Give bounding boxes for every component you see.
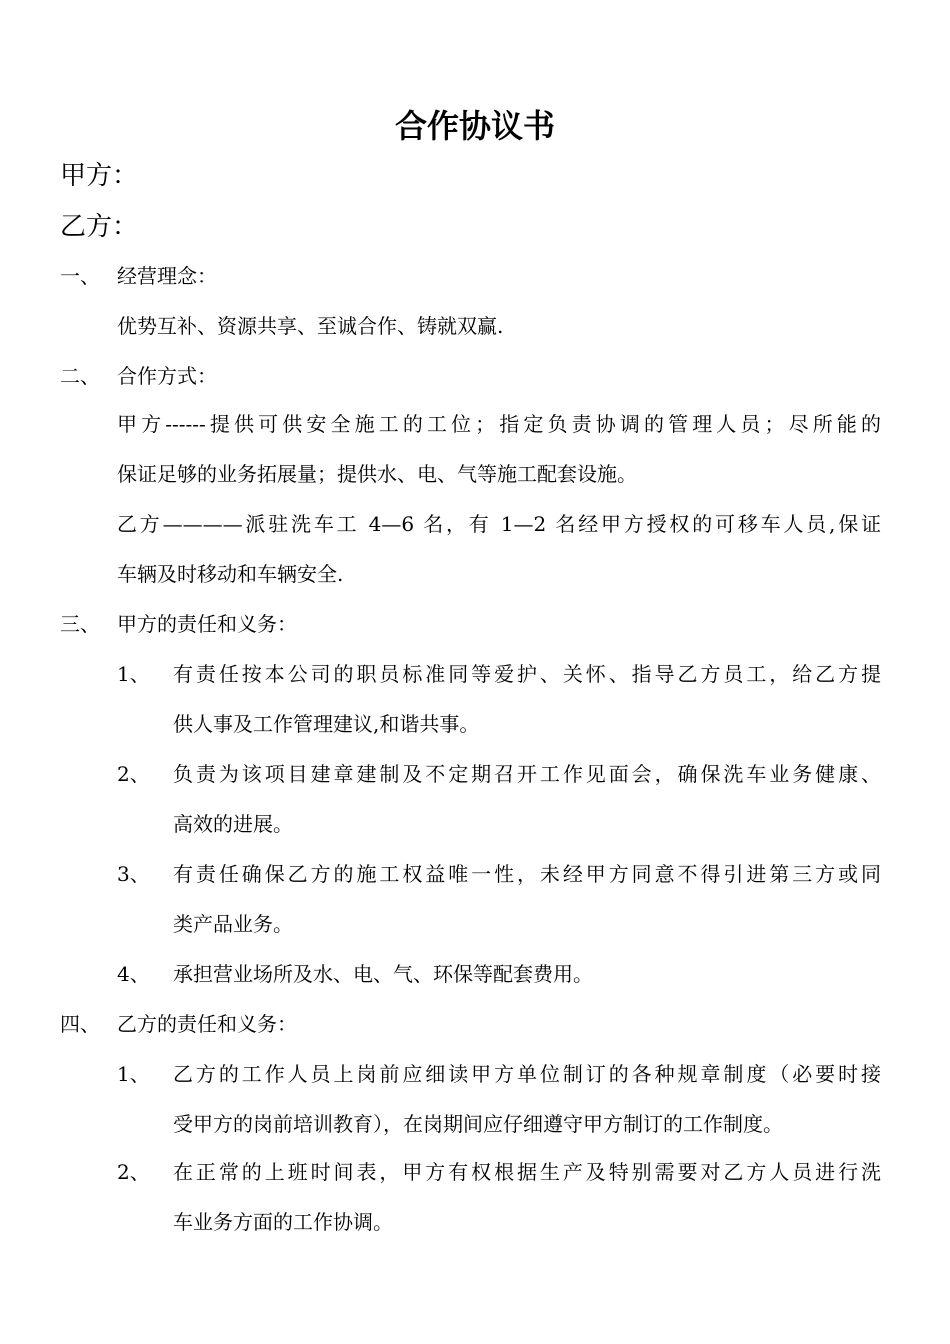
section-4-item-2-line-1: 在正常的上班时间表，甲方有权根据生产及特别需要对乙方人员进行洗 [173, 1160, 881, 1184]
section-2-body-line-4: 车辆及时移动和车辆安全. [117, 562, 344, 586]
section-3-item-4-number: 4、 [117, 962, 150, 986]
section-3-number: 三、 [60, 612, 100, 636]
section-3-item-2-number: 2、 [117, 762, 150, 786]
section-3-item-2-line-1: 负责为该项目建章建制及不定期召开工作见面会，确保洗车业务健康、 [173, 762, 881, 786]
section-2-body-line-3: 乙方————派驻洗车工 4—6 名，有 1—2 名经甲方授权的可移车人员,保证 [117, 512, 881, 536]
section-4-item-2-line-2: 车业务方面的工作协调。 [173, 1210, 393, 1234]
section-4-item-2-number: 2、 [117, 1160, 150, 1184]
section-3-item-1-number: 1、 [117, 662, 150, 686]
section-3-item-3-line-2: 类产品业务。 [173, 912, 293, 936]
section-3-item-1-line-1: 有责任按本公司的职员标准同等爱护、关怀、指导乙方员工，给乙方提 [173, 662, 881, 686]
section-3-heading: 甲方的责任和义务： [117, 612, 297, 636]
section-3-item-4-line-1: 承担营业场所及水、电、气、环保等配套费用。 [173, 962, 593, 986]
section-4-item-1-line-1: 乙方的工作人员上岗前应细读甲方单位制订的各种规章制度（必要时接 [173, 1062, 881, 1086]
section-2-heading: 合作方式： [117, 364, 217, 388]
section-3-item-1-line-2: 供人事及工作管理建议,和谐共事。 [173, 712, 480, 736]
section-2-body-line-2: 保证足够的业务拓展量；提供水、电、气等施工配套设施。 [117, 462, 637, 486]
section-1-number: 一、 [60, 264, 100, 288]
section-1-heading: 经营理念： [117, 264, 217, 288]
party-a-label: 甲方： [60, 161, 139, 191]
section-4-item-1-number: 1、 [117, 1062, 150, 1086]
party-b-label: 乙方： [60, 212, 139, 242]
section-1-body-line-1: 优势互补、资源共享、至诚合作、铸就双赢. [117, 314, 504, 338]
section-3-item-3-line-1: 有责任确保乙方的施工权益唯一性，未经甲方同意不得引进第三方或同 [173, 862, 881, 886]
section-4-number: 四、 [60, 1012, 100, 1036]
section-4-heading: 乙方的责任和义务： [117, 1012, 297, 1036]
section-2-number: 二、 [60, 364, 100, 388]
section-4-item-1-line-2: 受甲方的岗前培训教育），在岗期间应仔细遵守甲方制订的工作制度。 [173, 1112, 783, 1136]
section-2-body-line-1: 甲方------提供可供安全施工的工位；指定负责协调的管理人员；尽所能的 [117, 412, 881, 436]
document-title: 合作协议书 [394, 107, 555, 145]
section-3-item-3-number: 3、 [117, 862, 150, 886]
section-3-item-2-line-2: 高效的进展。 [173, 812, 293, 836]
